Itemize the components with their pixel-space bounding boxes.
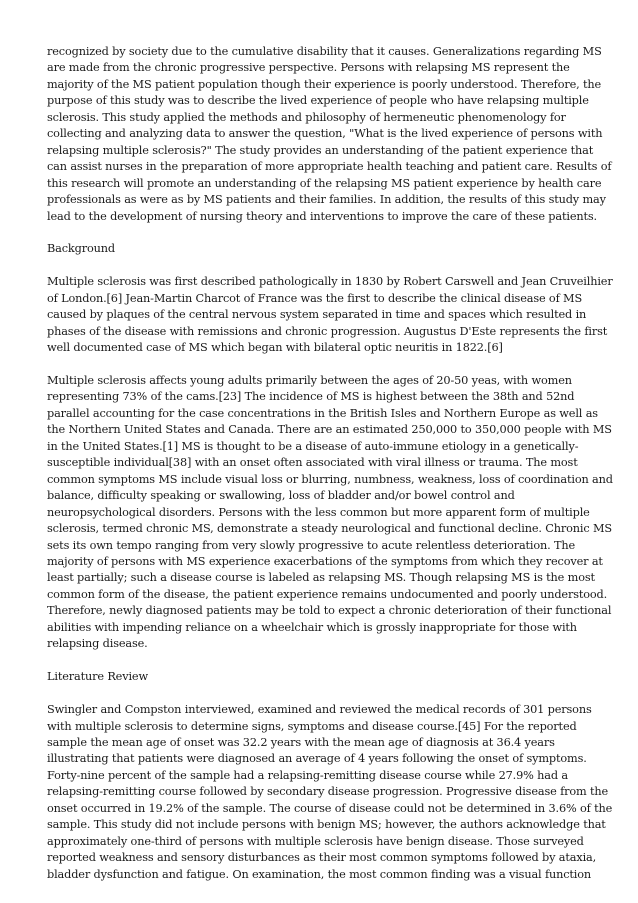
section-heading-literature-review xyxy=(47,669,597,685)
text-line: Multiple sclerosis affects young adults primarily between the ages of 20-50 yeas, with women xyxy=(47,374,572,388)
text-line: reported weakness and sensory disturbances as their most common symptoms followed by ataxia, xyxy=(47,851,597,865)
paragraph-literature xyxy=(47,702,613,883)
text-line: purpose of this study was to describe the lived experience of people who have relapsing multiple xyxy=(47,94,589,108)
heading-text: Background xyxy=(47,242,115,256)
text-line: recognized by society due to the cumulative disability that it causes. Generalizations regarding MS xyxy=(47,45,602,58)
text-line: relapsing disease. xyxy=(47,637,148,651)
text-line: onset occurred in 19.2% of the sample. The course of disease could not be determined in 3.6% of the xyxy=(47,801,613,815)
text-line: majority of the MS patient population though their experience is poorly understood. Therefore, the xyxy=(47,77,602,91)
text-line: neuropsychological disorders. Persons with the less common but more apparent form of multiple xyxy=(47,505,590,519)
text-line: of London.[6] Jean-Martin Charcot of France was the first to describe the clinical disease of MS xyxy=(47,291,583,305)
text-line: sample. This study did not include persons with benign MS; however, the authors acknowledge that xyxy=(47,818,606,832)
text-line: parallel accounting for the case concentrations in the British Isles and Northern Europe as well as xyxy=(47,406,598,420)
text-line: with multiple sclerosis to determine signs, symptoms and disease course.[45] For the reported xyxy=(47,719,577,733)
text-line: professionals as were as by MS patients and their families. In addition, the results of this study may xyxy=(47,193,606,207)
text-line: collecting and analyzing data to answer the question, "What is the lived experience of persons with xyxy=(47,127,603,141)
paragraph-intro xyxy=(47,44,612,225)
text-line: balance, difficulty speaking or swallowing, loss of bladder and/or bowel control and xyxy=(47,489,515,503)
text-line: this research will promote an understanding of the relapsing MS patient experience by health care xyxy=(47,176,602,190)
text-line: illustrating that patients were diagnosed an average of 4 years following the onset of symptoms. xyxy=(47,752,587,766)
text-line: common form of the disease, the patient experience remains undocumented and poorly understood. xyxy=(47,587,608,601)
text-line: sclerosis, termed chronic MS, demonstrate a steady neurological and functional decline. Chronic MS xyxy=(47,522,613,536)
text-line: approximately one-third of persons with multiple sclerosis have benign disease. Those surveyed xyxy=(47,834,584,848)
paragraph-epidemiology xyxy=(47,373,613,653)
text-line: Multiple sclerosis was first described pathologically in 1830 by Robert Carswell and Jean Cruveilhier xyxy=(47,275,613,289)
text-line: susceptible individual[38] with an onset often associated with viral illness or trauma. The most xyxy=(47,456,578,470)
paragraph-history xyxy=(47,274,613,356)
text-line: Swingler and Compston interviewed, examined and reviewed the medical records of 301 persons xyxy=(47,703,592,717)
text-line: Forty-nine percent of the sample had a relapsing-remitting disease course while 27.9% had a xyxy=(47,768,568,782)
text-line: lead to the development of nursing theory and interventions to improve the care of these patients. xyxy=(47,209,597,223)
text-line: sclerosis. This study applied the methods and philosophy of hermeneutic phenomenology for xyxy=(47,110,566,124)
text-line: sample the mean age of onset was 32.2 years with the mean age of diagnosis at 36.4 years xyxy=(47,735,555,749)
text-line: sets its own tempo ranging from very slowly progressive to acute relentless deterioration. The xyxy=(47,538,576,552)
text-line: bladder dysfunction and fatigue. On examination, the most common finding was a visual function xyxy=(47,867,592,881)
text-line: least partially; such a disease course is labeled as relapsing MS. Though relapsing MS is the most xyxy=(47,571,595,585)
document-page xyxy=(47,44,613,899)
text-line: the Northern United States and Canada. There are an estimated 250,000 to 350,000 people with MS xyxy=(47,423,612,437)
text-line: in the United States.[1] MS is thought to be a disease of auto-immune etiology in a genetically- xyxy=(47,439,579,453)
text-line: caused by plaques of the central nervous system separated in time and spaces which resulted in xyxy=(47,308,587,322)
text-line: relapsing multiple sclerosis?" The study provides an understanding of the patient experience that xyxy=(47,143,594,157)
text-line: relapsing-remitting course followed by secondary disease progression. Progressive disease from the xyxy=(47,785,609,799)
text-line: abilities with impending reliance on a wheelchair which is grossly inappropriate for those with xyxy=(47,620,577,634)
text-line: can assist nurses in the preparation of more appropriate health teaching and patient care. Results of xyxy=(47,160,612,174)
text-line: majority of persons with MS experience exacerbations of the symptoms from which they recover at xyxy=(47,555,603,568)
text-line: are made from the chronic progressive perspective. Persons with relapsing MS represent the xyxy=(47,61,570,75)
text-line: common symptoms MS include visual loss or blurring, numbness, weakness, loss of coordination and xyxy=(47,472,613,486)
text-line: Therefore, newly diagnosed patients may be told to expect a chronic deterioration of their functional xyxy=(47,604,612,618)
section-heading-background xyxy=(47,241,597,257)
text-line: representing 73% of the cams.[23] The incidence of MS is highest between the 38th and 52nd xyxy=(47,390,575,404)
text-line: phases of the disease with remissions and chronic progression. Augustus D'Este represents the first xyxy=(47,324,608,338)
heading-text: Literature Review xyxy=(47,670,148,684)
text-line: well documented case of MS which began with bilateral optic neuritis in 1822.[6] xyxy=(47,341,503,355)
